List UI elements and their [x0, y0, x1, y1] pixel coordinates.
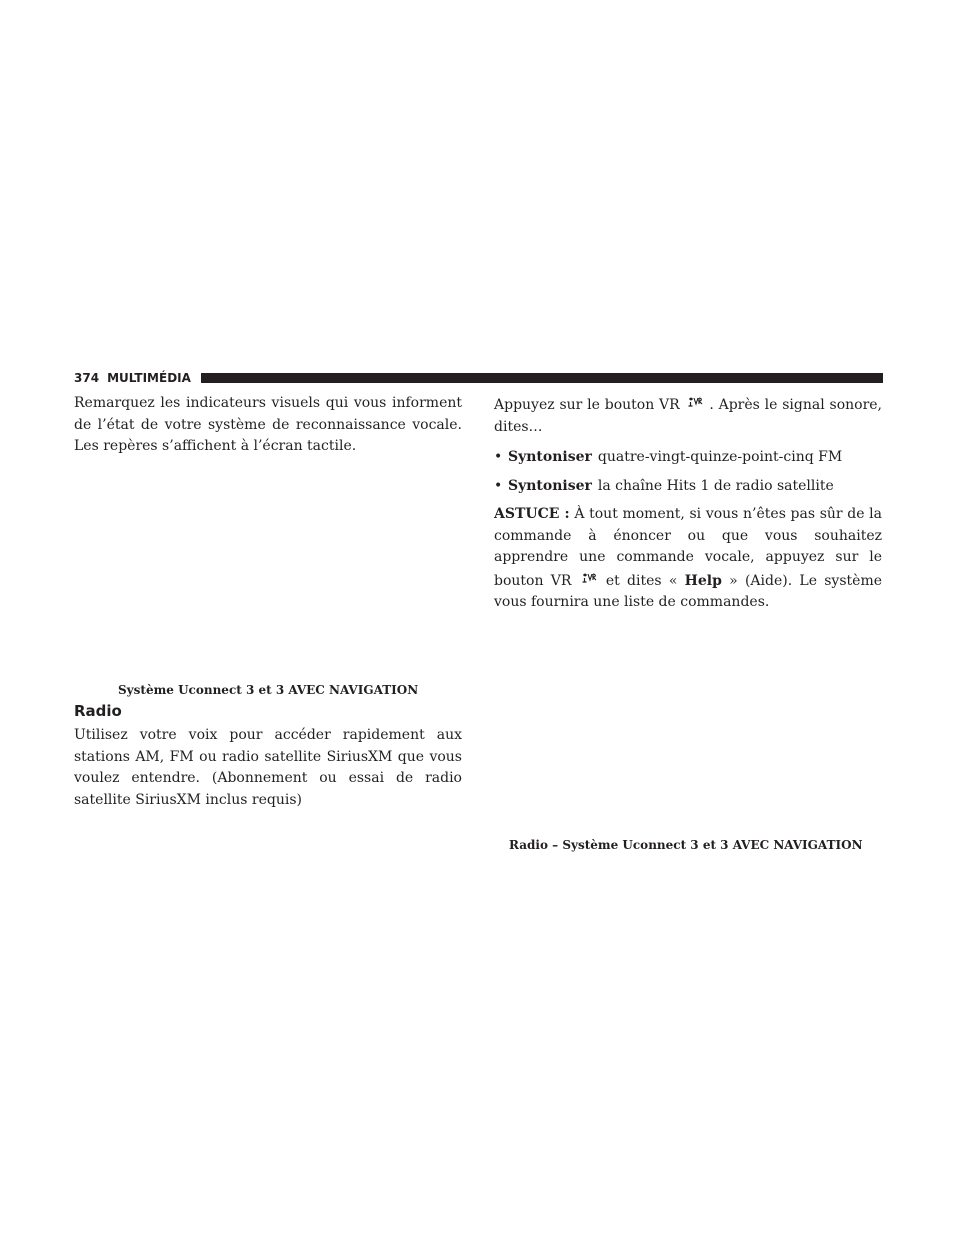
bullet-dot-icon: •	[494, 477, 503, 494]
tip-text-2: et dites «	[605, 572, 678, 589]
right-column	[494, 393, 882, 614]
page-header	[74, 368, 883, 388]
list-item	[494, 447, 882, 469]
intro-paragraph: Remarquez les indicateurs visuels qui vous informent de l’état de votre système de reconnaissance vocale. Les repères s’affichent à l’écran tactile.	[74, 395, 462, 454]
voice-recognition-icon	[687, 393, 703, 415]
tip-text-3: » (Aide). Le système vous fournira une liste de commandes.	[494, 572, 882, 610]
figure-caption-right: Radio – Système Uconnect 3 et 3 AVEC NAVIGATION	[509, 838, 863, 852]
bullet-command: Syntoniser	[508, 477, 592, 494]
press-text-after: . Après le signal sonore, dites…	[494, 397, 883, 435]
left-column-intro	[74, 393, 462, 458]
press-vr-paragraph	[494, 393, 882, 438]
tip-text-1: À tout moment, si vous n’êtes pas sûr de la commande à énoncer ou que vous souhaitez apprendre une commande vocale, appuyez sur le bouton VR	[494, 506, 882, 589]
tip-paragraph	[494, 504, 882, 614]
bullet-command: Syntoniser	[508, 449, 592, 465]
section-heading-radio: Radio	[74, 702, 122, 720]
tip-help-command: Help	[684, 572, 722, 589]
press-text-before: Appuyez sur le bouton VR	[494, 397, 680, 413]
bullet-dot-icon: •	[494, 449, 503, 465]
list-item	[494, 476, 882, 498]
tip-label: ASTUCE :	[494, 506, 570, 522]
header-rule	[201, 373, 883, 383]
figure-caption-left: Système Uconnect 3 et 3 AVEC NAVIGATION	[118, 683, 419, 697]
section-title: MULTIMÉDIA	[107, 371, 191, 385]
voice-recognition-icon	[581, 569, 597, 591]
page-number: 374	[74, 371, 100, 385]
bullet-text: la chaîne Hits 1 de radio satellite	[597, 477, 834, 494]
left-column-radio	[74, 725, 462, 811]
radio-paragraph: Utilisez votre voix pour accéder rapidement aux stations AM, FM ou radio satellite SiriusXM que vous voulez entendre. (Abonnement ou essai de radio satellite SiriusXM inclus requis)	[74, 727, 462, 808]
bullet-text: quatre-vingt-quinze-point-cinq FM	[597, 449, 843, 465]
